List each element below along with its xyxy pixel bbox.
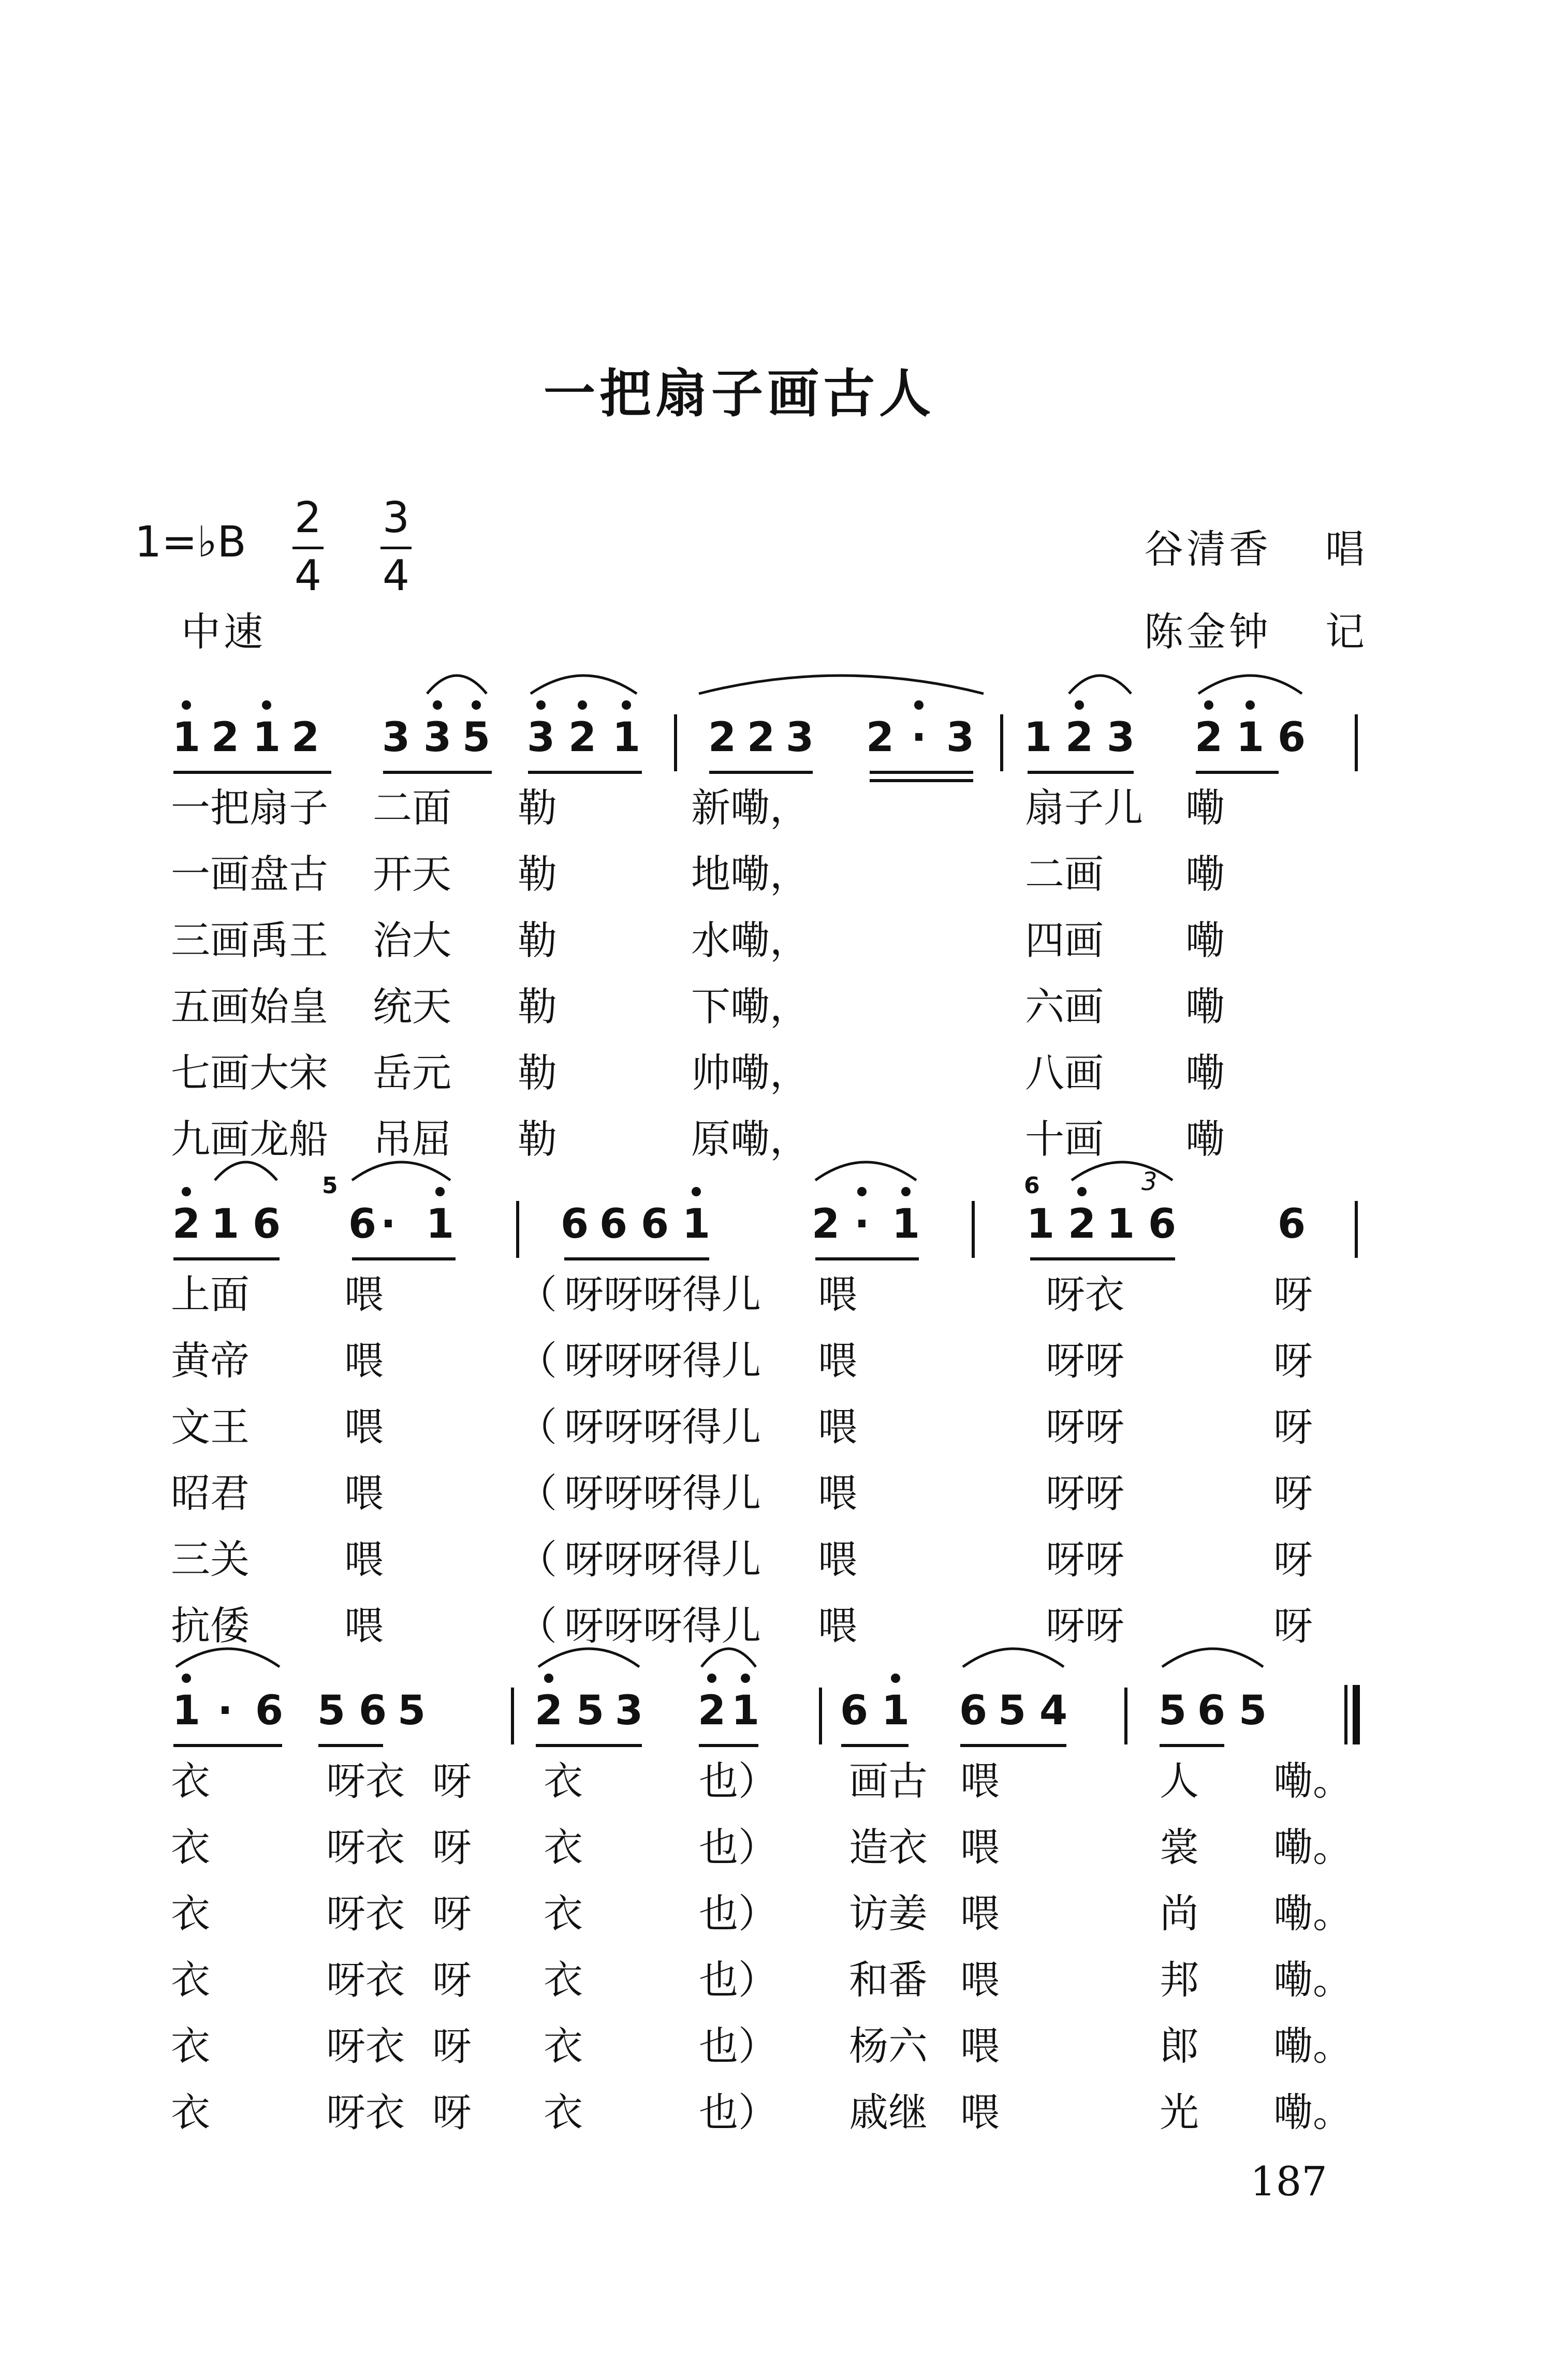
- lyric-syllable: 三画禹王: [171, 917, 328, 963]
- slur: [531, 676, 637, 694]
- lyric-syllable: 嘞: [1185, 1116, 1225, 1162]
- lyric-syllable: 勒: [518, 917, 557, 963]
- lyric-syllable: 喂: [818, 1271, 857, 1317]
- note: 6: [1277, 1201, 1306, 1248]
- lyric-syllable: 黄帝: [171, 1338, 250, 1384]
- lyric-syllable: 一把扇子: [171, 785, 328, 831]
- lyric-syllable: 原嘞，: [691, 1116, 809, 1162]
- lyric-syllable: （: [518, 1603, 557, 1649]
- lyric-syllable: 光: [1160, 2089, 1199, 2135]
- lyric-syllable: 呀呀呀得儿: [564, 1271, 761, 1317]
- lyric-syllable: 呀: [1273, 1536, 1313, 1582]
- lyric-syllable: 喂: [818, 1470, 857, 1516]
- lyric-syllable: 嘞: [1185, 917, 1225, 963]
- note: 1: [1026, 1201, 1055, 1248]
- octave-dot: [741, 1674, 750, 1683]
- lyric-syllable: 嘞。: [1273, 2023, 1352, 2069]
- note: 6: [599, 1201, 628, 1248]
- note: 2: [172, 1201, 201, 1248]
- lyric-syllable: 勒: [518, 785, 557, 831]
- slur: [352, 1162, 450, 1180]
- lyric-syllable: 八画: [1025, 1050, 1104, 1096]
- octave-dot: [707, 1674, 716, 1683]
- note: 5: [397, 1688, 426, 1734]
- lyric-syllable: 衣: [544, 1890, 583, 1937]
- lyric-syllable: 郎: [1160, 2023, 1199, 2069]
- lyric-syllable: 衣: [171, 1758, 210, 1804]
- lyric-syllable: 呀呀呀得儿: [564, 1338, 761, 1384]
- lyric-syllable: 喂: [818, 1338, 857, 1384]
- lyric-syllable: 勒: [518, 1116, 557, 1162]
- octave-dot: [544, 1674, 553, 1683]
- lyric-syllable: 衣: [171, 1957, 210, 2003]
- transcriber-role: 记: [1325, 609, 1368, 655]
- octave-dot: [901, 1187, 911, 1196]
- slur: [176, 1649, 280, 1667]
- lyric-syllable: 呀: [432, 2023, 472, 2069]
- octave-dot: [262, 700, 271, 710]
- slur: [815, 1162, 916, 1180]
- note: 1: [682, 1201, 711, 1248]
- time-denominator: 4: [382, 551, 410, 600]
- octave-dot: [891, 1674, 900, 1683]
- lyric-syllable: 喂: [344, 1404, 384, 1450]
- note: 4: [1039, 1688, 1068, 1734]
- lyric-syllable: 六画: [1025, 984, 1104, 1030]
- lyric-syllable: 呀呀: [1046, 1470, 1124, 1516]
- lyric-syllable: 呀呀: [1046, 1404, 1124, 1450]
- note: 1: [891, 1201, 920, 1248]
- lyric-syllable: 呀呀呀得儿: [564, 1536, 761, 1582]
- octave-dot: [914, 700, 924, 710]
- note: 3: [785, 714, 814, 761]
- note: 3: [946, 714, 975, 761]
- lyric-syllable: 呀: [432, 1824, 472, 1870]
- octave-dot: [182, 1674, 191, 1683]
- octave-dot: [1245, 700, 1255, 710]
- slur: [963, 1649, 1064, 1667]
- lyric-syllable: （: [518, 1470, 557, 1516]
- lyric-syllable: 抗倭: [171, 1603, 250, 1649]
- duration-dot: ·: [911, 714, 927, 761]
- lyric-syllable: （: [518, 1404, 557, 1450]
- time-denominator: 4: [294, 551, 322, 600]
- note: 1: [252, 714, 281, 761]
- lyric-syllable: 呀: [1273, 1271, 1313, 1317]
- lyric-syllable: 昭君: [171, 1470, 250, 1516]
- octave-dot: [692, 1187, 701, 1196]
- note: 1: [1023, 714, 1052, 761]
- lyric-syllable: 嘞。: [1273, 1957, 1352, 2003]
- lyric-syllable: 也）: [699, 1758, 778, 1804]
- tempo-marking: 中速: [181, 609, 266, 655]
- lyric-syllable: 嘞: [1185, 851, 1225, 897]
- note: 1: [1106, 1201, 1135, 1248]
- lyric-syllable: 画古: [849, 1758, 928, 1804]
- lyric-syllable: 喂: [344, 1603, 384, 1649]
- lyric-syllable: 喂: [960, 1890, 1000, 1937]
- time-numerator: 3: [382, 493, 410, 542]
- lyric-syllable: 喂: [960, 1758, 1000, 1804]
- octave-dot: [182, 1187, 191, 1196]
- note: 3: [423, 714, 452, 761]
- note: 5: [462, 714, 491, 761]
- note: 2: [568, 714, 597, 761]
- grace-note: 5: [322, 1172, 338, 1199]
- lyric-syllable: 衣: [544, 2089, 583, 2135]
- octave-dot: [578, 700, 587, 710]
- lyric-syllable: 开天: [373, 851, 451, 897]
- lyric-syllable: 七画大宋: [171, 1050, 328, 1096]
- octave-dot: [472, 700, 481, 710]
- duration-dot: ·: [380, 1201, 396, 1248]
- lyric-syllable: 嘞。: [1273, 1890, 1352, 1937]
- note: 3: [382, 714, 411, 761]
- note: 6: [1197, 1688, 1226, 1734]
- note: 6: [840, 1688, 869, 1734]
- slur: [1069, 676, 1131, 694]
- lyric-syllable: 喂: [960, 1957, 1000, 2003]
- lyric-syllable: 喂: [344, 1338, 384, 1384]
- note: 6: [959, 1688, 988, 1734]
- note: 2: [708, 714, 737, 761]
- octave-dot: [857, 1187, 867, 1196]
- lyric-syllable: 呀衣: [326, 1758, 405, 1804]
- lyric-syllable: 喂: [344, 1470, 384, 1516]
- slur: [701, 1649, 756, 1667]
- lyric-syllable: 衣: [544, 1758, 583, 1804]
- lyric-syllable: 嘞。: [1273, 1824, 1352, 1870]
- lyric-syllable: 统天: [373, 984, 451, 1030]
- lyric-syllable: 呀: [1273, 1470, 1313, 1516]
- note: 2: [211, 714, 240, 761]
- lyric-syllable: 治大: [373, 917, 451, 963]
- lyric-syllable: 嘞: [1185, 1050, 1225, 1096]
- lyric-syllable: 呀: [1273, 1338, 1313, 1384]
- note: 1: [211, 1201, 240, 1248]
- lyric-syllable: 衣: [171, 1824, 210, 1870]
- lyric-syllable: 造衣: [849, 1824, 928, 1870]
- lyric-syllable: 也）: [699, 1890, 778, 1937]
- lyric-syllable: （: [518, 1271, 557, 1317]
- lyric-syllable: 喂: [818, 1603, 857, 1649]
- lyric-syllable: 呀呀: [1046, 1536, 1124, 1582]
- note: 2: [746, 714, 775, 761]
- lyric-syllable: 杨六: [849, 2023, 928, 2069]
- lyric-syllable: 五画始皇: [171, 984, 328, 1030]
- lyric-syllable: 呀呀: [1046, 1338, 1124, 1384]
- octave-dot: [536, 700, 546, 710]
- singer-role: 唱: [1325, 526, 1368, 572]
- note: 2: [534, 1688, 563, 1734]
- lyric-syllable: 地嘞，: [691, 851, 809, 897]
- note: 1: [426, 1201, 455, 1248]
- lyric-syllable: 嘞: [1185, 984, 1225, 1030]
- lyric-syllable: 勒: [518, 851, 557, 897]
- lyric-syllable: 衣: [544, 1824, 583, 1870]
- singer-name: 谷清香: [1144, 526, 1271, 572]
- lyric-syllable: 新嘞，: [691, 785, 809, 831]
- slur: [427, 676, 487, 694]
- lyric-syllable: 呀衣: [326, 1957, 405, 2003]
- note: 6: [1148, 1201, 1177, 1248]
- lyric-syllable: 嘞: [1185, 785, 1225, 831]
- lyric-syllable: 呀衣: [1046, 1271, 1124, 1317]
- note: 3: [614, 1688, 643, 1734]
- lyric-syllable: 吊屈: [373, 1116, 451, 1162]
- lyric-syllable: 下嘞，: [691, 984, 809, 1030]
- lyric-syllable: 呀衣: [326, 1824, 405, 1870]
- note: 5: [576, 1688, 605, 1734]
- note: 5: [998, 1688, 1027, 1734]
- note: 6: [640, 1201, 669, 1248]
- lyric-syllable: 九画龙船: [171, 1116, 328, 1162]
- transcriber-name: 陈金钟: [1144, 609, 1271, 655]
- lyric-syllable: 水嘞，: [691, 917, 809, 963]
- lyric-syllable: 也）: [699, 1824, 778, 1870]
- duration-dot: ·: [217, 1688, 233, 1734]
- lyric-syllable: 一画盘古: [171, 851, 328, 897]
- lyric-syllable: 呀: [432, 1890, 472, 1937]
- triplet-mark: 3: [1141, 1167, 1157, 1196]
- lyric-syllable: 也）: [699, 2023, 778, 2069]
- octave-dot: [1204, 700, 1213, 710]
- lyric-syllable: 衣: [544, 2023, 583, 2069]
- lyric-syllable: 十画: [1025, 1116, 1104, 1162]
- lyric-syllable: 喂: [960, 2023, 1000, 2069]
- lyric-syllable: 和番: [849, 1957, 928, 2003]
- lyric-syllable: 二画: [1025, 851, 1104, 897]
- lyric-syllable: 呀: [432, 1957, 472, 2003]
- lyric-syllable: 喂: [818, 1404, 857, 1450]
- lyric-syllable: 呀呀呀得儿: [564, 1470, 761, 1516]
- lyric-syllable: 呀呀: [1046, 1603, 1124, 1649]
- lyric-syllable: 也）: [699, 2089, 778, 2135]
- octave-dot: [435, 1187, 445, 1196]
- key-signature: 1=♭B: [135, 518, 246, 567]
- note: 1: [881, 1688, 910, 1734]
- slur: [699, 676, 984, 694]
- note: 1: [1236, 714, 1265, 761]
- lyric-syllable: 勒: [518, 1050, 557, 1096]
- slur: [215, 1162, 277, 1180]
- lyric-syllable: 人: [1160, 1758, 1199, 1804]
- note: 6: [1277, 714, 1306, 761]
- lyric-syllable: 喂: [344, 1271, 384, 1317]
- note: 3: [526, 714, 555, 761]
- note: 2: [697, 1688, 726, 1734]
- slur: [1162, 1649, 1263, 1667]
- note: 6: [358, 1688, 387, 1734]
- lyric-syllable: 呀: [1273, 1603, 1313, 1649]
- lyric-syllable: 访姜: [849, 1890, 928, 1937]
- octave-dot: [433, 700, 442, 710]
- note: 2: [866, 714, 895, 761]
- slur: [1072, 1162, 1173, 1180]
- lyric-syllable: 三关: [171, 1536, 250, 1582]
- time-numerator: 2: [294, 493, 322, 542]
- octave-dot: [1077, 1187, 1087, 1196]
- lyric-syllable: 帅嘞，: [691, 1050, 809, 1096]
- lyric-syllable: 邦: [1160, 1957, 1199, 2003]
- note: 5: [1158, 1688, 1187, 1734]
- lyric-syllable: 喂: [344, 1536, 384, 1582]
- lyric-syllable: 衣: [544, 1957, 583, 2003]
- lyric-syllable: 衣: [171, 2023, 210, 2069]
- lyric-syllable: 上面: [171, 1271, 250, 1317]
- lyric-syllable: 衣: [171, 2089, 210, 2135]
- note: 5: [317, 1688, 346, 1734]
- note: 2: [1067, 1201, 1096, 1248]
- lyric-syllable: 呀: [1273, 1404, 1313, 1450]
- octave-dot: [622, 700, 631, 710]
- note: 5: [1238, 1688, 1267, 1734]
- page-title: 一把扇子画古人: [544, 363, 935, 424]
- lyric-syllable: 裳: [1160, 1824, 1199, 1870]
- lyric-syllable: （: [518, 1338, 557, 1384]
- note: 2: [1194, 714, 1223, 761]
- lyric-syllable: 呀衣: [326, 2023, 405, 2069]
- lyric-syllable: 勒: [518, 984, 557, 1030]
- lyric-syllable: 岳元: [373, 1050, 451, 1096]
- lyric-syllable: 扇子儿: [1025, 785, 1143, 831]
- note: 1: [172, 1688, 201, 1734]
- lyric-syllable: 也）: [699, 1957, 778, 2003]
- slur: [538, 1649, 639, 1667]
- lyric-syllable: 文王: [171, 1404, 250, 1450]
- lyric-syllable: 喂: [960, 1824, 1000, 1870]
- grace-note: 6: [1024, 1172, 1040, 1199]
- lyric-syllable: 嘞。: [1273, 2089, 1352, 2135]
- lyric-syllable: 尚: [1160, 1890, 1199, 1937]
- note: 1: [612, 714, 641, 761]
- note: 1: [172, 714, 201, 761]
- lyric-syllable: 呀呀呀得儿: [564, 1404, 761, 1450]
- lyric-syllable: 呀呀呀得儿: [564, 1603, 761, 1649]
- lyric-syllable: 衣: [171, 1890, 210, 1937]
- page-number: 187: [1250, 2159, 1327, 2205]
- lyric-syllable: 呀衣: [326, 1890, 405, 1937]
- lyric-syllable: 四画: [1025, 917, 1104, 963]
- note: 2: [811, 1201, 840, 1248]
- lyric-syllable: 嘞。: [1273, 1758, 1352, 1804]
- lyric-syllable: 喂: [960, 2089, 1000, 2135]
- note: 2: [1065, 714, 1094, 761]
- note: 6: [252, 1201, 281, 1248]
- note: 6: [255, 1688, 284, 1734]
- octave-dot: [182, 700, 191, 710]
- slur: [1198, 676, 1302, 694]
- octave-dot: [1075, 700, 1084, 710]
- lyric-syllable: 喂: [818, 1536, 857, 1582]
- lyric-syllable: 呀衣: [326, 2089, 405, 2135]
- note: 3: [1106, 714, 1135, 761]
- note: 2: [291, 714, 320, 761]
- lyric-syllable: 呀: [432, 2089, 472, 2135]
- note: 6: [348, 1201, 377, 1248]
- note: 1: [731, 1688, 760, 1734]
- duration-dot: ·: [854, 1201, 870, 1248]
- note: 6: [560, 1201, 589, 1248]
- lyric-syllable: 戚继: [849, 2089, 928, 2135]
- lyric-syllable: （: [518, 1536, 557, 1582]
- lyric-syllable: 呀: [432, 1758, 472, 1804]
- lyric-syllable: 二面: [373, 785, 451, 831]
